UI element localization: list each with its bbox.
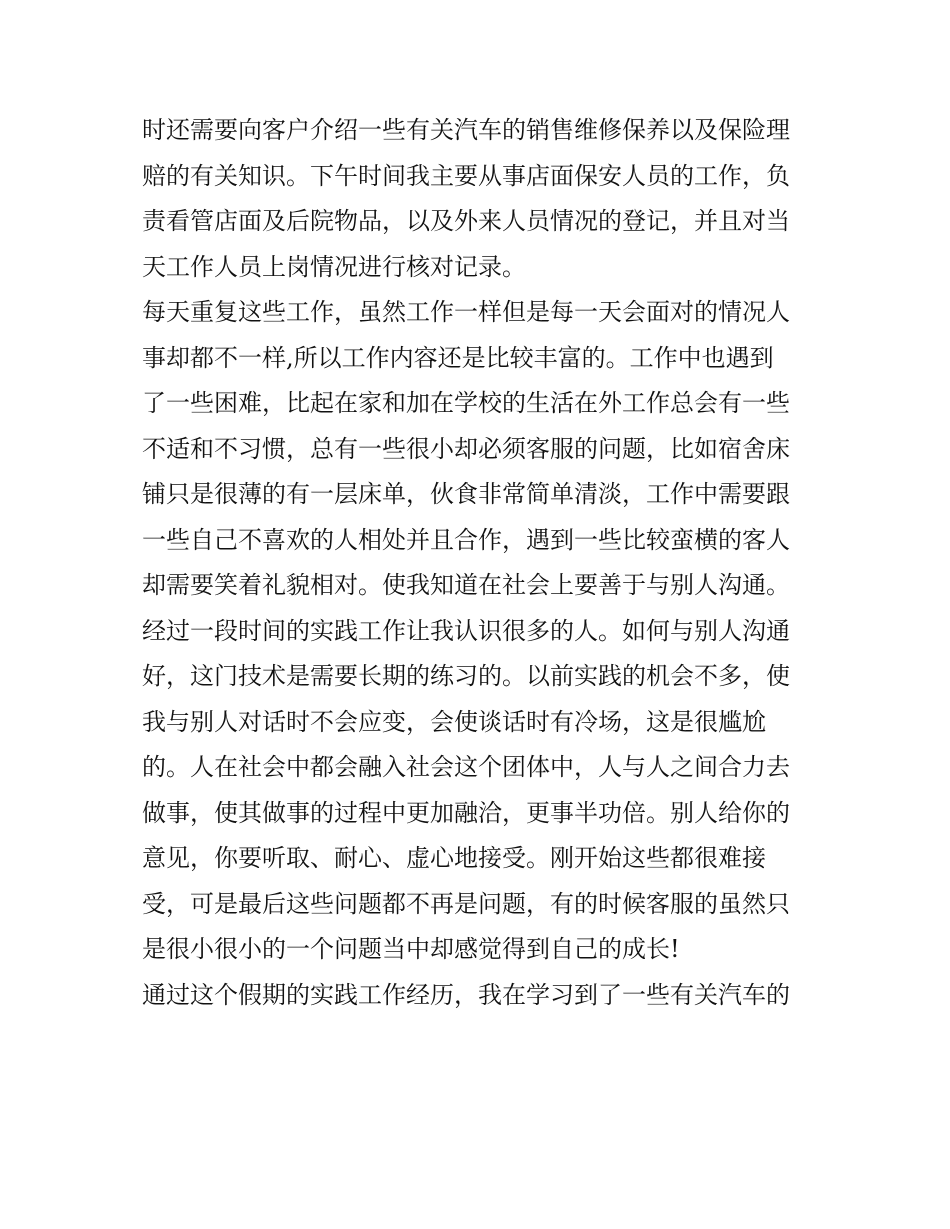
text-line: 做事，使其做事的过程中更加融洽，更事半功倍。别人给你的 <box>142 798 790 827</box>
text-line: 是很小很小的一个问题当中却感觉得到自己的成长! <box>142 935 680 963</box>
text-line: 受，可是最后这些问题都不再是问题，有的时候客服的虽然只 <box>142 889 790 918</box>
text-line: 不适和不习惯，总有一些很小却必须客服的问题，比如宿舍床 <box>142 434 790 463</box>
text-line: 了一些困难，比起在家和加在学校的生活在外工作总会有一些 <box>142 389 790 417</box>
text-line: 铺只是很薄的有一层床单，伙食非常简单清淡，工作中需要跟 <box>142 480 790 508</box>
text-line: 经过一段时间的实践工作让我认识很多的人。如何与别人沟通 <box>142 616 790 645</box>
text-line: 事却都不一样,所以工作内容还是比较丰富的。工作中也遇到 <box>142 343 774 372</box>
text-line: 责看管店面及后院物品，以及外来人员情况的登记，并且对当 <box>142 207 790 235</box>
text-line: 时还需要向客户介绍一些有关汽车的销售维修保养以及保险理 <box>142 116 790 144</box>
text-line: 天工作人员上岗情况进行核对记录。 <box>142 252 526 281</box>
text-line: 赔的有关知识。下午时间我主要从事店面保安人员的工作，负 <box>142 161 790 190</box>
text-line: 我与别人对话时不会应变，会使谈话时有冷场，这是很尴尬 <box>142 707 766 736</box>
text-line: 通过这个假期的实践工作经历，我在学习到了一些有关汽车的 <box>142 980 790 1009</box>
body-text <box>142 108 822 1018</box>
text-line: 的。人在社会中都会融入社会这个团体中，人与人之间合力去 <box>142 753 790 781</box>
text-line: 好，这门技术是需要长期的练习的。以前实践的机会不多，使 <box>142 662 790 690</box>
text-line: 一些自己不喜欢的人相处并且合作，遇到一些比较蛮横的客人 <box>142 525 790 554</box>
text-line: 意见，你要听取、耐心、虚心地接受。刚开始这些都很难接 <box>142 844 766 872</box>
text-line: 每天重复这些工作，虽然工作一样但是每一天会面对的情况人 <box>142 298 790 326</box>
text-line: 却需要笑着礼貌相对。使我知道在社会上要善于与别人沟通。 <box>142 571 790 599</box>
